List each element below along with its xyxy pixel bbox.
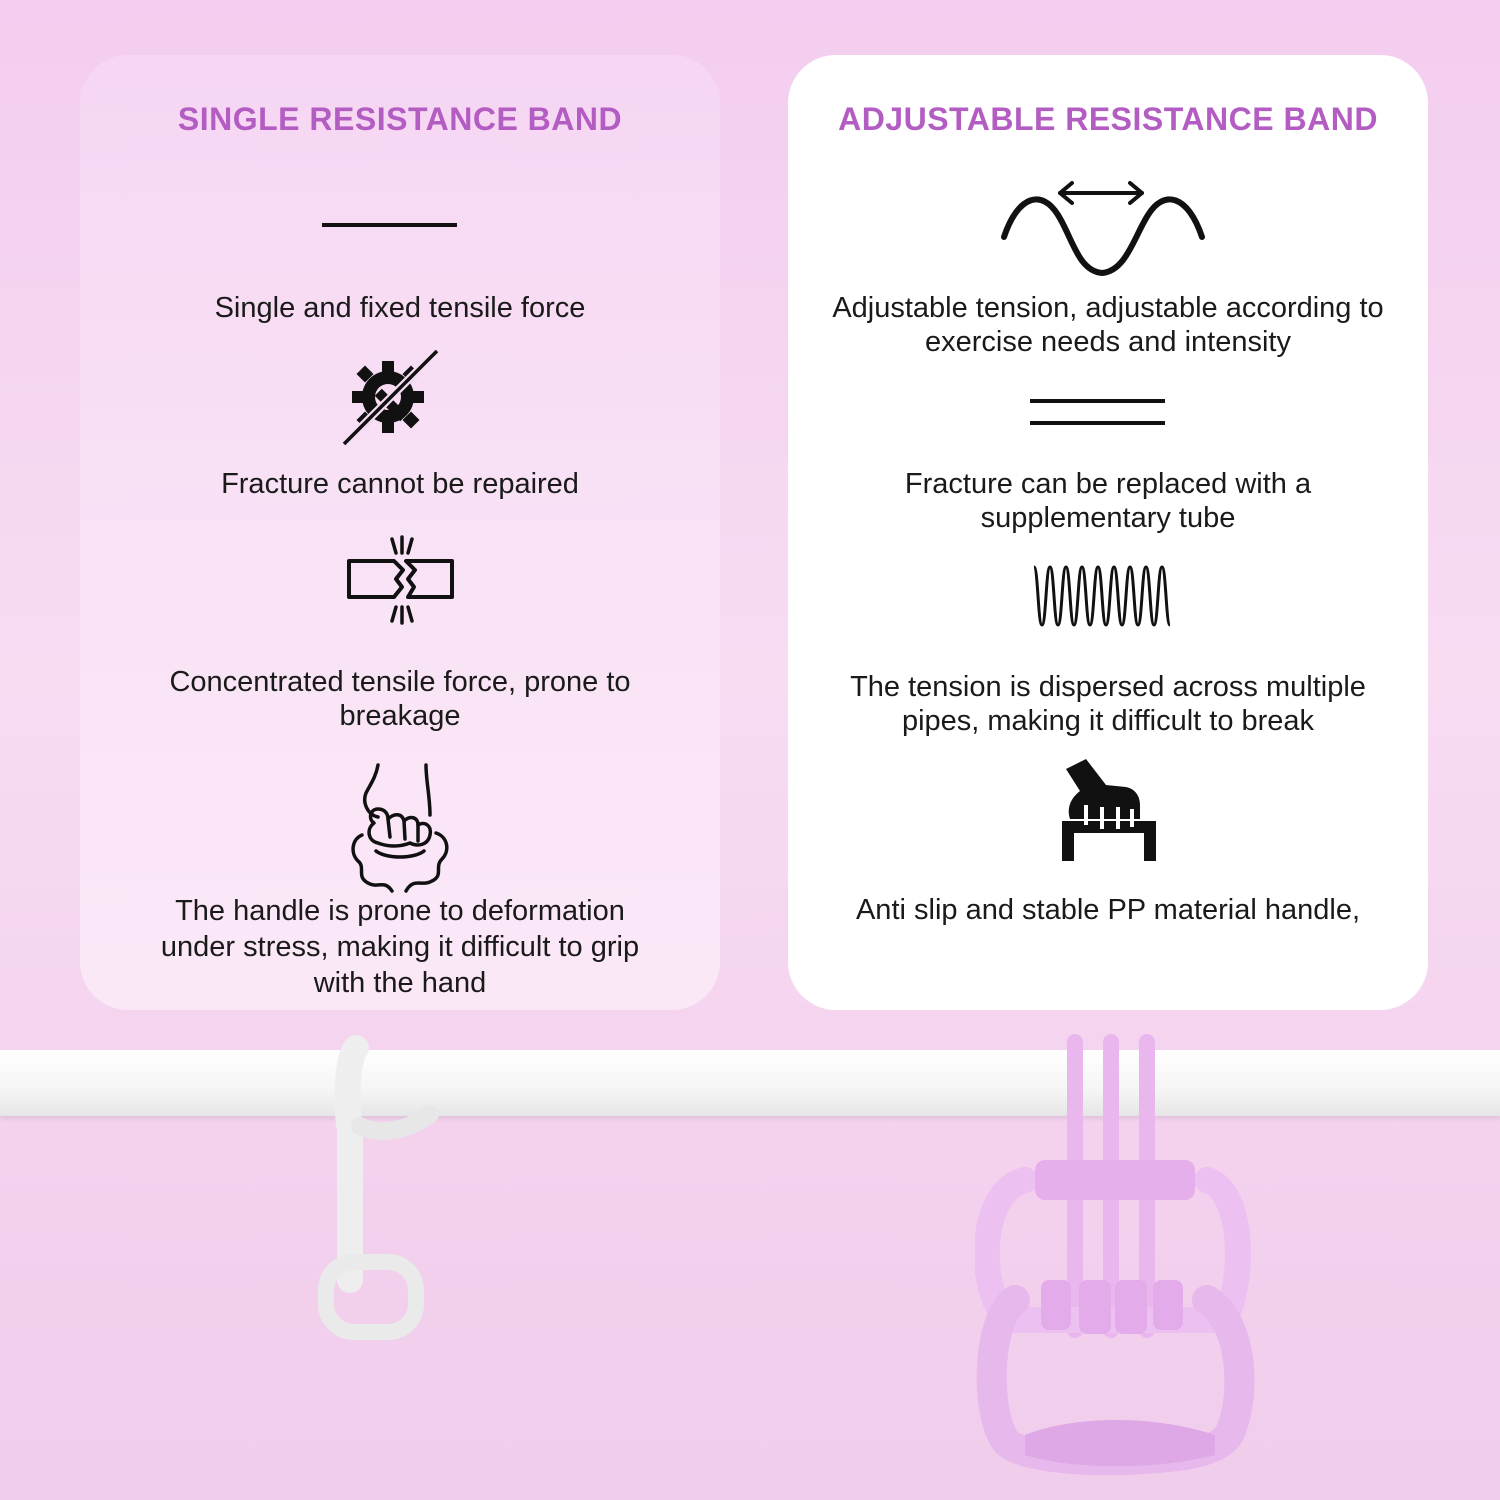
single-band-product-image [300, 1030, 450, 1350]
hand-grip-icon [1060, 757, 1158, 861]
adjustable-feature-1: Adjustable tension, adjustable according to exercise needs and intensity [832, 292, 1384, 358]
deformed-grip-icon [348, 763, 452, 895]
adjustable-feature-2: Fracture can be replaced with a supplementary tube [904, 468, 1312, 534]
hanging-bar [0, 1050, 1500, 1116]
broken-band-icon [346, 535, 456, 627]
adjustable-feature-3: The tension is dispersed across multiple pipes, making it difficult to break [850, 671, 1366, 737]
adjustable-wave-icon [998, 175, 1208, 285]
double-line-icon [1028, 395, 1168, 429]
single-band-card [80, 55, 720, 1010]
adjustable-band-title: ADJUSTABLE RESISTANCE BAND [838, 101, 1378, 137]
single-feature-3: Concentrated tensile force, prone to breakage [169, 666, 631, 732]
spring-coil-icon [1030, 561, 1176, 631]
single-band-title: SINGLE RESISTANCE BAND [177, 101, 623, 137]
adjustable-feature-4: Anti slip and stable PP material handle, [855, 894, 1361, 926]
single-line-icon [320, 215, 460, 235]
single-feature-2: Fracture cannot be repaired [221, 468, 579, 500]
adjustable-band-card [788, 55, 1428, 1010]
single-feature-4: The handle is prone to deformation under stress, making it difficult to grip with the hand [160, 895, 640, 999]
no-repair-gear-icon [342, 347, 442, 447]
single-feature-1: Single and fixed tensile force [214, 292, 586, 324]
adjustable-band-product-image [975, 1030, 1255, 1475]
